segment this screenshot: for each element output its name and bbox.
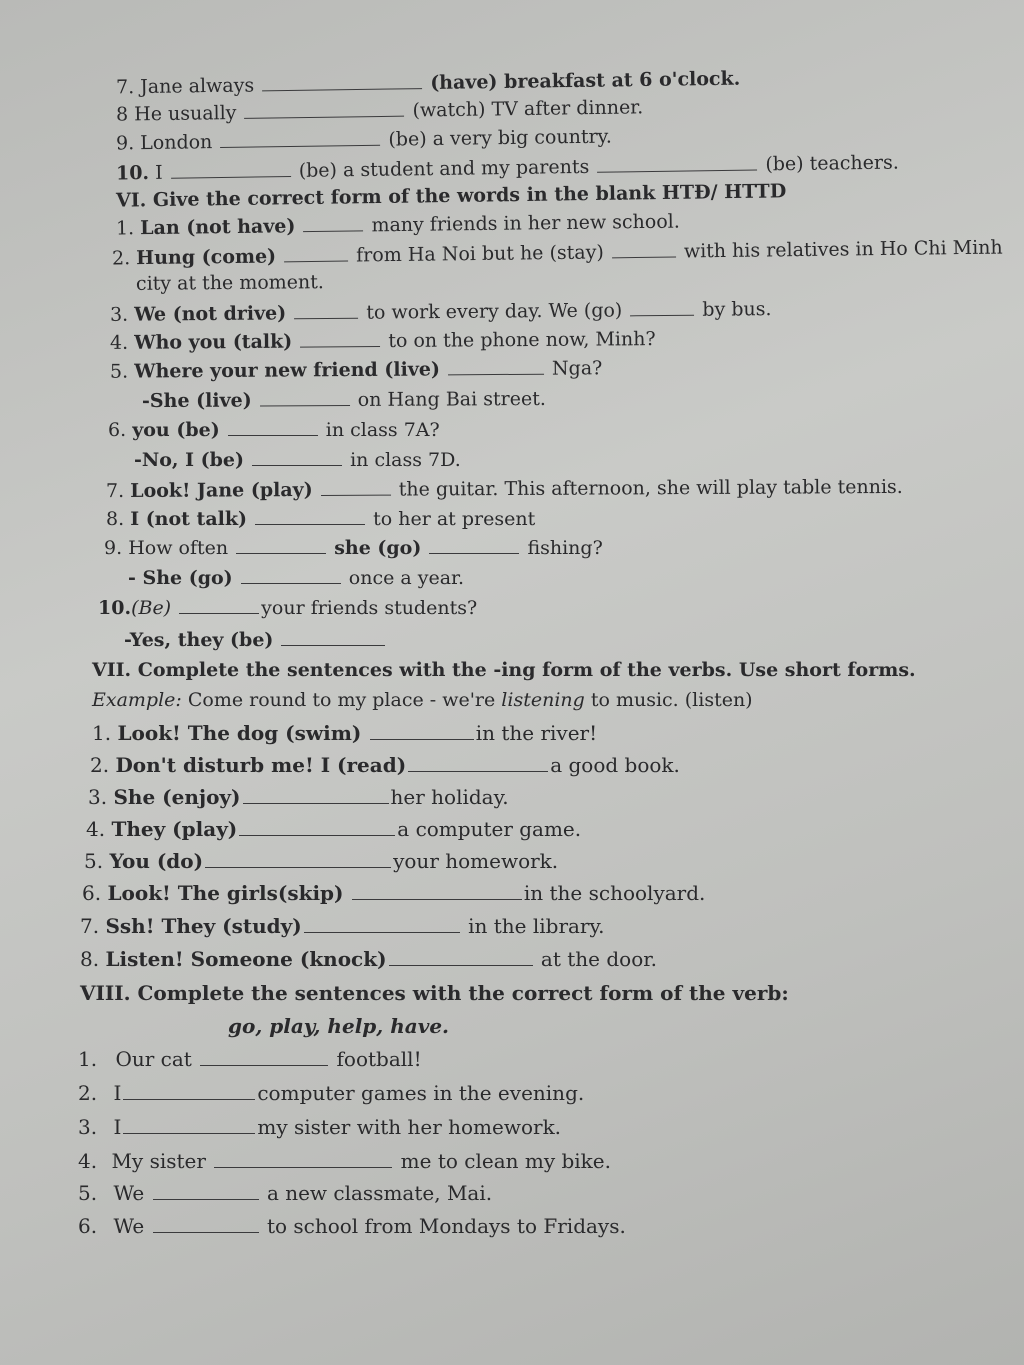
- item-text: you (be): [132, 419, 220, 441]
- item-text: How often: [128, 537, 229, 559]
- item-text: in the river!: [475, 721, 598, 745]
- item-text: me to clean my bike.: [400, 1149, 611, 1173]
- vi-item-10: [98, 595, 477, 621]
- item-text: (be) a very big country.: [388, 125, 612, 151]
- answer-blank[interactable]: [239, 817, 395, 836]
- item-text: I: [113, 1115, 122, 1139]
- answer-blank[interactable]: [255, 506, 365, 525]
- answer-blank[interactable]: [243, 785, 389, 804]
- item-text: your homework.: [393, 849, 559, 873]
- item-number: 4.: [78, 1149, 98, 1173]
- vii-item-3: [88, 784, 509, 810]
- item-text: in the library.: [468, 914, 605, 938]
- answer-blank[interactable]: [408, 753, 548, 772]
- answer-blank[interactable]: [214, 1149, 392, 1168]
- item-text: at the door.: [540, 947, 657, 971]
- item-text: computer games in the evening.: [257, 1081, 585, 1105]
- answer-blank[interactable]: [205, 849, 391, 868]
- item-text: to her at present: [373, 508, 536, 530]
- vi-item-7: [106, 474, 903, 504]
- section-vi-heading: VI. Give the correct form of the words in the blank HTĐ/ HTTD: [115, 180, 787, 212]
- answer-blank[interactable]: [179, 595, 259, 614]
- item-text: Hung (come): [136, 245, 277, 270]
- v-item-8: [116, 94, 644, 127]
- item-text: Look! The dog (swim): [117, 721, 362, 745]
- viii-item-6: [78, 1213, 626, 1239]
- item-text: Don't disturb me! I (read): [115, 753, 407, 777]
- item-text: Who you (talk): [134, 330, 293, 354]
- item-number: 10.: [115, 162, 150, 185]
- answer-blank[interactable]: [260, 387, 350, 406]
- vi-item-8: [106, 506, 535, 532]
- item-number: 7.: [115, 76, 135, 99]
- item-number: 5.: [84, 849, 104, 873]
- section-vii-heading: VII. Complete the sentences with the -ing form of the verbs. Use short forms.: [92, 659, 916, 681]
- item-text: to school from Mondays to Fridays.: [266, 1214, 626, 1238]
- item-text: in class 7A?: [325, 419, 440, 441]
- answer-blank[interactable]: [281, 627, 385, 646]
- answer-blank[interactable]: [300, 328, 380, 348]
- vii-item-4: [86, 816, 581, 842]
- vi-item-10-answer: [124, 627, 387, 653]
- viii-item-1: [78, 1046, 422, 1072]
- viii-item-2: [78, 1080, 584, 1106]
- example-text: Come round to my place - we're: [181, 689, 502, 711]
- item-text: with his relatives in Ho Chi Minh: [683, 236, 1003, 263]
- item-number: 2.: [111, 247, 131, 270]
- answer-blank[interactable]: [244, 98, 404, 119]
- item-number: 9.: [115, 132, 135, 155]
- item-text: (Be): [131, 597, 172, 619]
- item-text: Lan (not have): [140, 215, 296, 240]
- item-text: We: [113, 1181, 145, 1205]
- vii-item-6: [82, 880, 705, 906]
- answer-blank[interactable]: [304, 914, 460, 933]
- viii-item-4: [78, 1148, 611, 1174]
- item-number: 8.: [106, 508, 125, 530]
- item-number: 2.: [78, 1081, 98, 1105]
- answer-blank[interactable]: [241, 565, 341, 584]
- answer-blank[interactable]: [153, 1214, 259, 1233]
- answer-blank[interactable]: [123, 1081, 255, 1100]
- item-text: many friends in her new school.: [371, 210, 680, 237]
- answer-blank[interactable]: [200, 1047, 328, 1066]
- item-number: 7.: [80, 914, 100, 938]
- item-text: football!: [336, 1047, 422, 1071]
- answer-blank[interactable]: [630, 297, 694, 317]
- answer-blank[interactable]: [220, 127, 380, 148]
- example-text: to music. (listen): [584, 689, 753, 711]
- vi-item-1: [116, 209, 680, 242]
- answer-blank[interactable]: [321, 477, 391, 496]
- item-text: on Hang Bai street.: [357, 387, 546, 411]
- answer-blank[interactable]: [597, 152, 757, 173]
- answer-blank[interactable]: [352, 881, 522, 900]
- answer-blank[interactable]: [252, 447, 342, 466]
- item-number: 6.: [82, 881, 102, 905]
- vi-item-2: [112, 235, 1003, 272]
- answer-blank[interactable]: [448, 356, 544, 376]
- vii-item-8: [80, 946, 657, 972]
- vii-item-1: [92, 720, 597, 746]
- item-text: the guitar. This afternoon, she will play table tennis.: [398, 475, 903, 501]
- item-number: 6.: [78, 1214, 98, 1238]
- item-text: my sister with her homework.: [257, 1115, 562, 1139]
- item-text: Where your new friend (live): [134, 358, 440, 383]
- section-vii-example: [92, 687, 753, 713]
- item-text: London: [140, 131, 213, 155]
- v-item-9: [116, 124, 612, 157]
- vii-item-7: [80, 913, 605, 939]
- vi-item-3: [110, 296, 772, 328]
- vi-item-2-continuation: city at the moment.: [135, 271, 325, 295]
- example-text: listening: [501, 689, 585, 711]
- vi-item-9-answer: [128, 565, 464, 591]
- item-text: She (enjoy): [113, 785, 241, 809]
- item-number: 2.: [90, 753, 110, 777]
- item-text: -Yes, they (be): [124, 629, 274, 651]
- vi-item-9: [104, 535, 603, 561]
- answer-blank[interactable]: [429, 535, 519, 554]
- item-text: (watch) TV after dinner.: [412, 96, 644, 122]
- item-text: to work every day. We (go): [366, 299, 623, 324]
- item-number: 3.: [109, 303, 129, 326]
- answer-blank[interactable]: [236, 535, 326, 554]
- item-number: 8: [115, 103, 129, 126]
- item-text: -She (live): [141, 389, 252, 413]
- item-number: 6.: [108, 419, 127, 441]
- item-number: 1.: [92, 721, 112, 745]
- item-text: fishing?: [527, 537, 603, 559]
- item-number: 8.: [80, 947, 100, 971]
- answer-blank[interactable]: [370, 721, 474, 740]
- item-text: once a year.: [348, 567, 465, 589]
- item-number: 1.: [78, 1047, 98, 1071]
- item-text: she (go): [334, 537, 422, 559]
- item-text: They (play): [111, 817, 238, 841]
- item-number: 10.: [98, 597, 132, 619]
- item-text: He usually: [134, 102, 237, 126]
- answer-blank[interactable]: [228, 417, 318, 436]
- answer-blank[interactable]: [612, 239, 676, 259]
- item-number: 4.: [86, 817, 106, 841]
- vi-item-4: [110, 326, 656, 356]
- viii-item-3: [78, 1114, 561, 1140]
- item-text: in class 7D.: [350, 449, 461, 471]
- item-text: her holiday.: [390, 785, 509, 809]
- vi-item-6: [108, 417, 440, 443]
- item-text: We (not drive): [134, 302, 287, 326]
- item-text: I: [154, 161, 163, 184]
- item-number: 1.: [115, 217, 135, 240]
- answer-blank[interactable]: [294, 300, 358, 320]
- vi-item-5-answer: [142, 386, 546, 414]
- example-label: Example:: [92, 689, 182, 711]
- item-text: Jane always: [140, 74, 255, 99]
- item-text: (have) breakfast at 6 o'clock.: [430, 67, 741, 94]
- item-number: 7.: [105, 479, 125, 503]
- item-text: a good book.: [550, 753, 680, 777]
- item-text: by bus.: [702, 298, 772, 321]
- vii-item-5: [84, 848, 558, 874]
- vii-item-2: [90, 752, 680, 778]
- item-text: Look! Jane (play): [130, 479, 313, 502]
- item-text: Listen! Someone (knock): [105, 947, 387, 971]
- answer-blank[interactable]: [153, 1181, 259, 1200]
- item-number: 3.: [78, 1115, 98, 1139]
- item-text: Ssh! They (study): [105, 914, 302, 938]
- item-text: My sister: [111, 1149, 206, 1173]
- verb-list: go, play, help, have.: [228, 1014, 450, 1038]
- vi-item-5: [110, 355, 602, 384]
- answer-blank[interactable]: [262, 70, 422, 91]
- item-text: - She (go): [128, 567, 233, 589]
- item-text: a new classmate, Mai.: [266, 1181, 493, 1205]
- answer-blank[interactable]: [389, 947, 533, 966]
- item-text: We: [113, 1214, 145, 1238]
- answer-blank[interactable]: [303, 212, 363, 232]
- item-number: 4.: [109, 331, 129, 354]
- viii-item-5: [78, 1180, 492, 1206]
- item-text: Our cat: [115, 1047, 192, 1071]
- item-number: 5.: [78, 1181, 98, 1205]
- item-number: 3.: [88, 785, 108, 809]
- item-text: a computer game.: [397, 817, 582, 841]
- item-text: Look! The girls(skip): [107, 881, 344, 905]
- item-text: from Ha Noi but he (stay): [356, 241, 604, 267]
- answer-blank[interactable]: [171, 158, 291, 179]
- item-text: -No, I (be): [134, 449, 245, 471]
- section-viii-heading: VIII. Complete the sentences with the correct form of the verb:: [80, 981, 789, 1005]
- vi-item-6-answer: [134, 447, 461, 473]
- item-text: I: [113, 1081, 122, 1105]
- v-item-7: [116, 66, 741, 101]
- item-text: your friends students?: [261, 597, 478, 619]
- item-number: 9.: [104, 537, 123, 559]
- answer-blank[interactable]: [123, 1115, 255, 1134]
- item-text: You (do): [109, 849, 204, 873]
- answer-blank[interactable]: [284, 243, 348, 263]
- item-text: I (not talk): [130, 508, 248, 530]
- item-number: 5.: [109, 360, 129, 383]
- item-text: Nga?: [551, 357, 603, 380]
- item-text: (be) teachers.: [765, 151, 899, 176]
- item-text: to on the phone now, Minh?: [388, 328, 656, 352]
- item-text: in the schoolyard.: [523, 881, 706, 905]
- item-text: (be) a student and my parents: [298, 155, 590, 182]
